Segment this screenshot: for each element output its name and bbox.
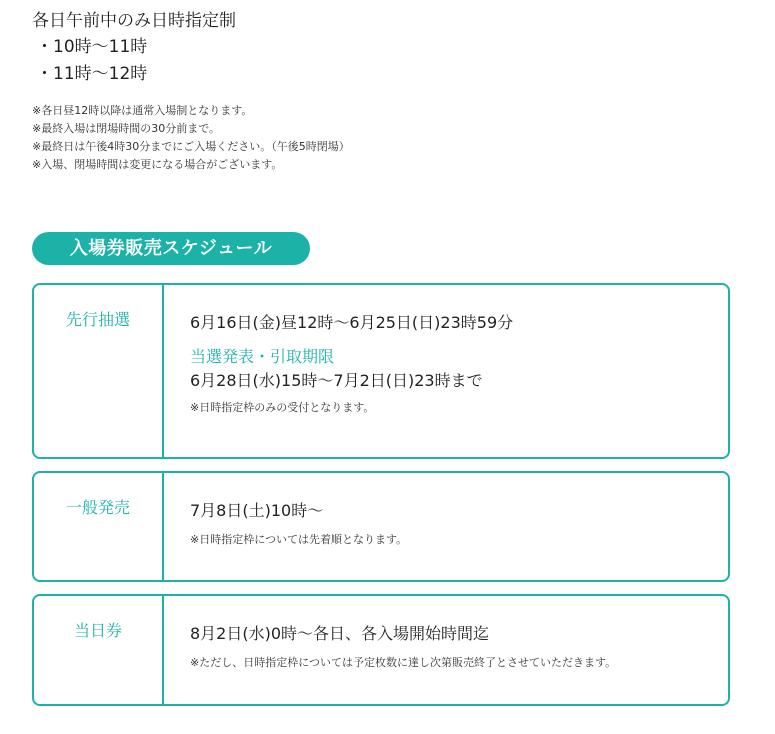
time-slot-2: ・11時～12時 (36, 64, 148, 84)
card-note: ※ただし、日時指定枠については予定枚数に達し次第販売終了とさせていただきます。 (190, 656, 617, 669)
pickup-period: 6月28日(水)15時～7月2日(日)23時まで (190, 371, 483, 390)
schedule-card-presale-lottery (32, 283, 730, 459)
announcement-heading: 当選発表・引取期限 (190, 347, 335, 366)
card-content (190, 499, 718, 549)
card-label: 当日券 (34, 596, 164, 704)
intro-note: ※入場、閉場時間は変更になる場合がございます。 (32, 158, 283, 171)
card-label: 先行抽選 (34, 285, 164, 457)
intro-section (32, 8, 752, 174)
sale-period: 8月2日(水)0時～各日、各入場開始時間迄 (190, 624, 490, 643)
schedule-card-general-sale (32, 471, 730, 582)
time-slot-1: ・10時～11時 (36, 37, 148, 57)
card-note: ※日時指定枠については先着順となります。 (190, 533, 408, 546)
card-note: ※日時指定枠のみの受付となります。 (190, 401, 375, 414)
sale-period: 6月16日(金)昼12時～6月25日(日)23時59分 (190, 313, 514, 332)
intro-heading: 各日午前中のみ日時指定制 (32, 11, 236, 31)
intro-note: ※各日昼12時以降は通常入場制となります。 (32, 104, 253, 117)
card-content (190, 622, 718, 672)
schedule-card-same-day (32, 594, 730, 706)
sale-period: 7月8日(土)10時～ (190, 501, 324, 520)
schedule-title: 入場券販売スケジュール (32, 232, 310, 265)
intro-note: ※最終日は午後4時30分までにご入場ください。（午後5時閉場） (32, 140, 350, 153)
card-content (190, 311, 718, 417)
intro-note: ※最終入場は閉場時間の30分前まで。 (32, 122, 220, 135)
card-label: 一般発売 (34, 473, 164, 580)
intro-notes (32, 102, 752, 174)
